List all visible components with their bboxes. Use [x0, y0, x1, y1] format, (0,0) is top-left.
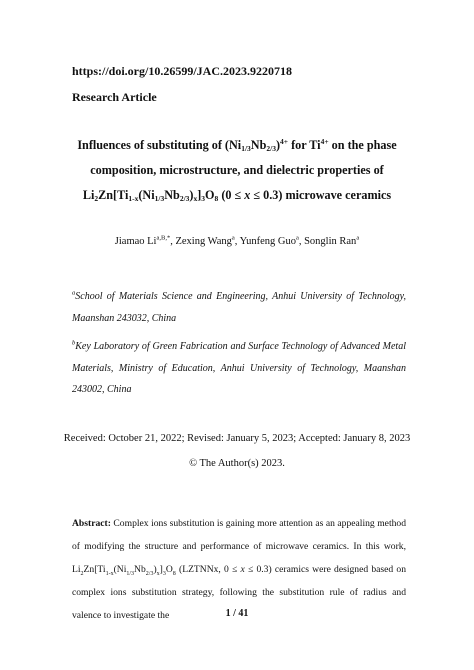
paper-title	[60, 133, 414, 208]
affiliation-a: $^a$School of Materials Science and Engineering, Anhui University of Technology, Maanshan 243032, China	[72, 289, 406, 324]
article-type: Research Article	[72, 90, 157, 104]
page-number: 1 / 41	[225, 608, 249, 619]
abstract-label: Abstract:	[72, 518, 111, 529]
affiliation-b: $^b$Key Laboratory of Green Fabrication and Surface Technology of Advanced Metal Materials, Ministry of Education, Anhui University of Technology, Maanshan 243002, China	[72, 339, 406, 395]
abstract: Abstract: Complex ions substitution is gaining more attention as an appealing method of modifying the structure and performance of microwave ceramics. In this work, $Li_2Zn[Ti_{1-x}(Ni_{1/3}Nb_{2/3})_x]_3O_8$ (LZTNNx, 0 ≤ x ≤ 0.3) ceramics were designed based on complex ions substitution strategy, following the substitution rule of radius and valence to investigate the	[72, 518, 406, 621]
author: Zexing Wang$^a$,	[175, 234, 240, 247]
title-line-3: $Li_2Zn[Ti_{1-x}(Ni_{1/3}Nb_{2/3})_x]_3O_8$ (0 ≤ x ≤ 0.3) microwave ceramics	[82, 188, 392, 203]
author: Songlin Ran$^a$	[304, 234, 360, 247]
title-line-1: Influences of substituting of $(Ni_{1/3}Nb_{2/3})^{4+}$ for $Ti^{4+}$ on the phase	[77, 137, 397, 153]
author: Jiamao $Li^{a,B,*}$,	[114, 234, 176, 247]
title-line-2: composition, microstructure, and dielectric properties of	[90, 163, 384, 177]
copyright-notice: © The Author(s) 2023.	[189, 458, 285, 469]
author: Yunfeng Guo$^a$,	[239, 234, 305, 247]
doi-link[interactable]: https://doi.org/10.26599/JAC.2023.9220718	[72, 64, 293, 78]
author-list	[40, 236, 434, 247]
article-dates: Received: October 21, 2022; Revised: January 5, 2023; Accepted: January 8, 2023	[63, 433, 411, 444]
